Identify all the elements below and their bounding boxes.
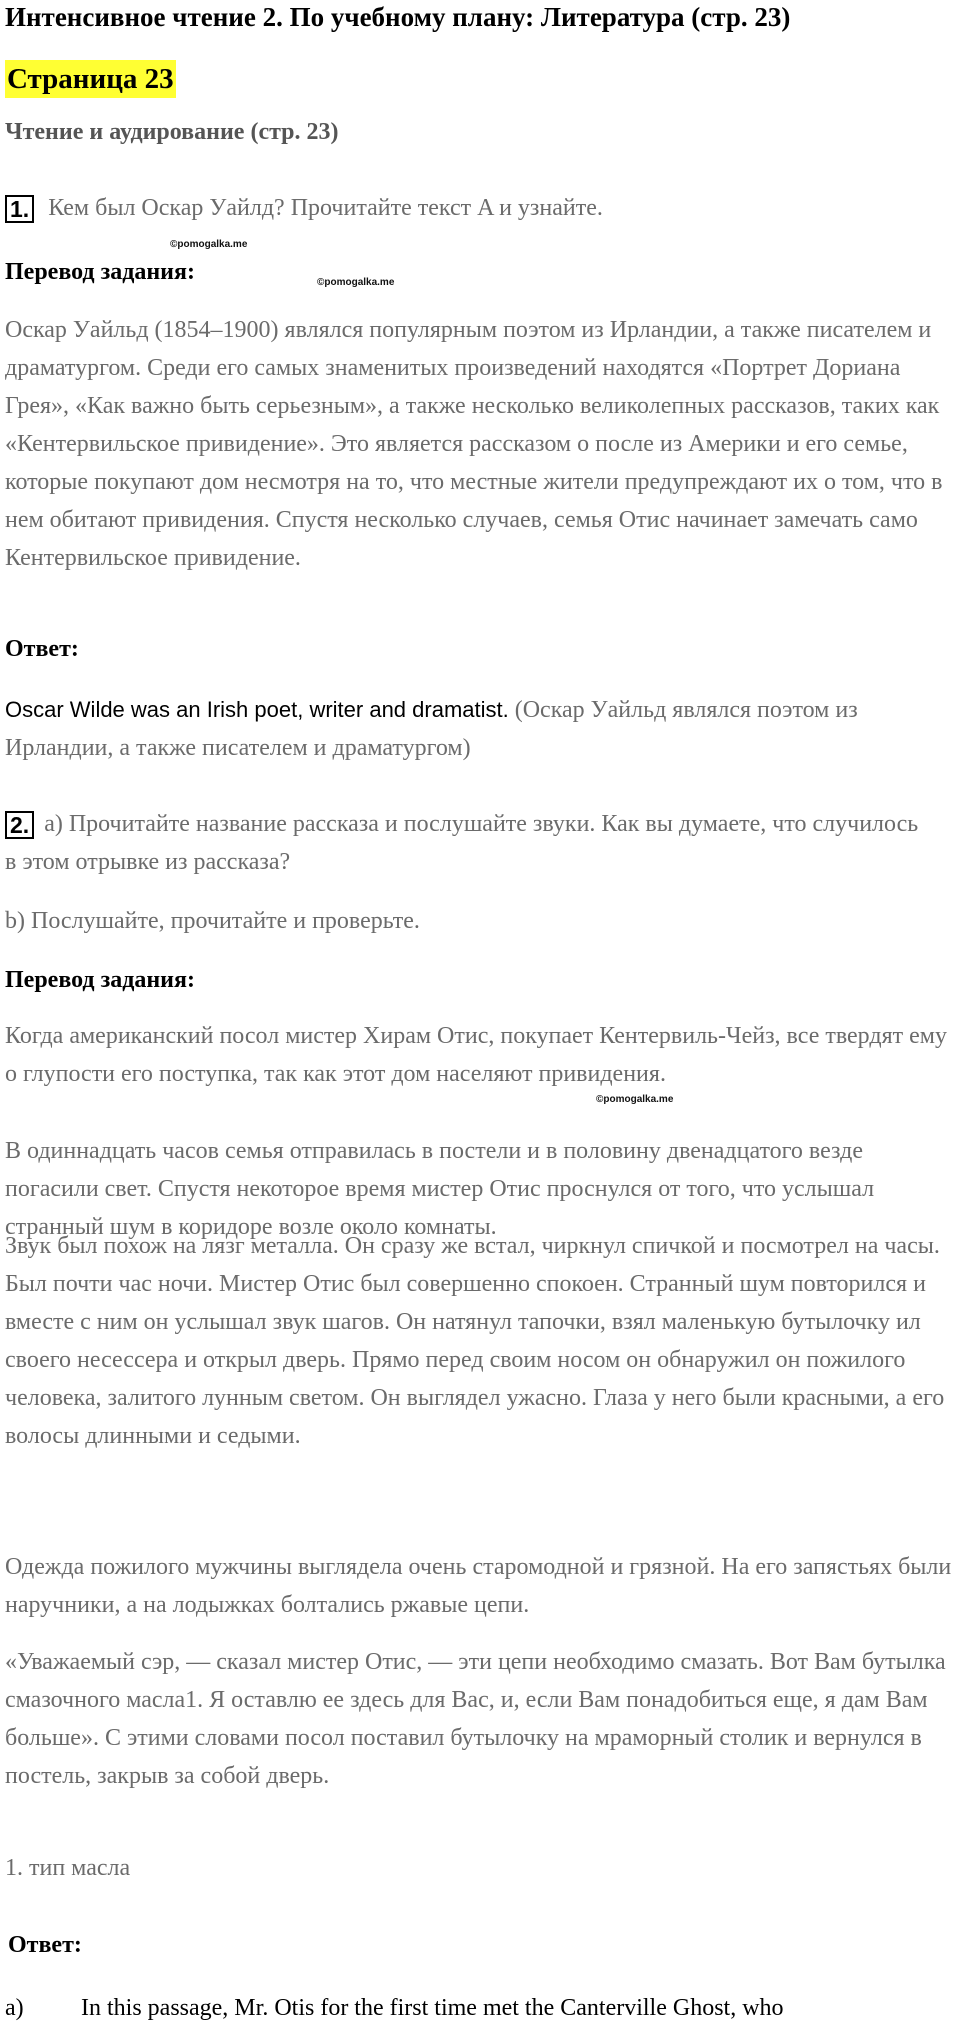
watermark: ©pomogalka.me (596, 1094, 674, 1105)
translation-paragraph-2: В одиннадцать часов семья отправилась в постели и в половину двенадцатого везде погасили свет. Спустя некоторое время мистер Отис проснулся от того, что услышал странный шум в коридоре возле около комнаты. (5, 1138, 875, 1240)
task-2-answer-heading: Ответ: (8, 1932, 82, 1958)
watermark: ©pomogalka.me (317, 277, 395, 288)
task-2-text-b: b) Послушайте, прочитайте и проверьте. (5, 908, 420, 934)
task-2-part-a (5, 805, 925, 881)
task-2-answer-text: In this passage, Mr. Otis for the first time met the Canterville Ghost, who (81, 1995, 784, 2021)
task-2-answer (5, 1995, 784, 2022)
translation-paragraph-4: Одежда пожилого мужчины выглядела очень старомодной и грязной. На его запястьях были наручники, а на лодыжках болтались ржавые цепи. (5, 1554, 952, 1618)
document-title: Интенсивное чтение 2. По учебному плану: Литература (стр. 23) (5, 2, 791, 32)
task-1-translation-heading: Перевод задания: (5, 259, 195, 285)
task-1-number: 1. (5, 195, 34, 223)
translation-paragraph-1: Когда американский посол мистер Хирам Отис, покупает Кентервиль-Чейз, все твердят ему о глупости его поступка, так как этот дом населяют привидения. (5, 1023, 947, 1087)
task-1-answer (5, 691, 960, 767)
task-2-number: 2. (5, 811, 34, 839)
section-subtitle: Чтение и аудирование (стр. 23) (5, 119, 339, 145)
translation-paragraph-3: Звук был похож на лязг металла. Он сразу же встал, чиркнул спичкой и посмотрел на часы. Был почти час ночи. Мистер Отис был совершенно спокоен. Странный шум повторился и вместе с ним он услышал звук шагов. Он натянул тапочки, взял маленькую бутылочку ил своего несессера и открыл дверь. Прямо перед своим носом он обнаружил он пожилого человека, залитого лунным светом. Он выглядел ужасно. Глаза у него были красными, а его волосы длинными и седыми. (5, 1233, 945, 1449)
task-2-text-a: a) Прочитайте название рассказа и послушайте звуки. Как вы думаете, что случилось в этом отрывке из рассказа? (5, 811, 919, 875)
task-1 (5, 195, 603, 223)
watermark: ©pomogalka.me (170, 239, 248, 250)
page-label: Страница 23 (5, 60, 176, 98)
task-2-answer-label: a) (5, 1995, 24, 2021)
task-2-translation-heading: Перевод задания: (5, 967, 195, 993)
task-1-translation: Оскар Уайльд (1854–1900) являлся популярным поэтом из Ирландии, а также писателем и драматургом. Среди его самых знаменитых произведений находятся «Портрет Дориана Грея», «Как важно быть серьезным», а также несколько великолепных рассказов, таких как «Кентервильское привидение». Это является рассказом о после из Америки и его семье, которые покупают дом несмотря на то, что местные жители предупреждают их о том, что в нем обитают привидения. Спустя несколько случаев, семья Отис начинает замечать само Кентервильское привидение. (5, 317, 943, 571)
task-1-answer-heading: Ответ: (5, 636, 79, 662)
task-1-answer-russian: (Оскар Уайльд являлся поэтом из Ирландии, а также писателем и драматургом) (5, 697, 858, 761)
translation-paragraph-5: «Уважаемый сэр, — сказал мистер Отис, — эти цепи необходимо смазать. Вот Вам бутылка смазочного масла1. Я оставлю ее здесь для Вас, и, если Вам понадобиться еще, я дам Вам больше». С этими словами посол поставил бутылочку на мраморный столик и вернулся в постель, закрыв за собой дверь. (5, 1649, 946, 1789)
task-1-text: Кем был Оскар Уайлд? Прочитайте текст A и узнайте. (48, 195, 603, 221)
task-1-answer-english: Oscar Wilde was an Irish poet, writer and dramatist. (5, 697, 509, 722)
footnote: 1. тип масла (5, 1855, 131, 1881)
